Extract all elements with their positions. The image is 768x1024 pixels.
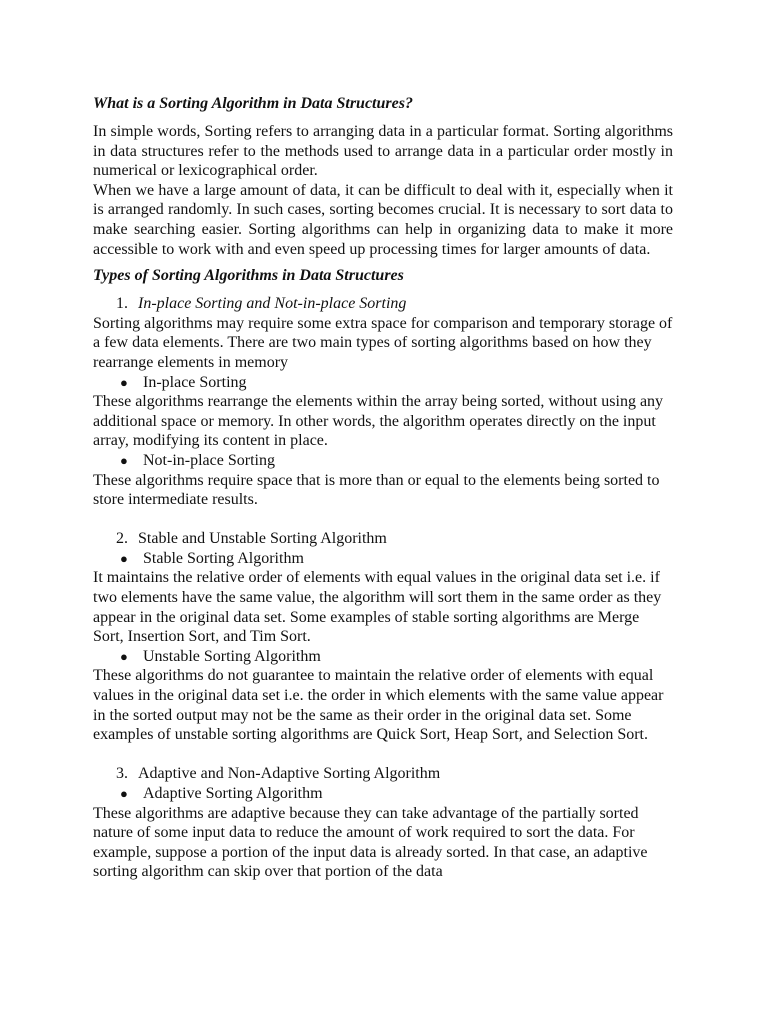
list-number: 3. <box>116 765 128 783</box>
list-item-adaptive-heading <box>93 764 673 784</box>
bullet-label: Stable Sorting Algorithm <box>143 549 304 567</box>
bullet-adaptive-sorting <box>93 784 673 804</box>
bullet-unstable-sorting <box>93 647 673 667</box>
spacer <box>93 510 673 530</box>
list-item-stable-heading <box>93 529 673 549</box>
bullet-label: Unstable Sorting Algorithm <box>143 647 321 665</box>
adaptive-sorting-paragraph: These algorithms are adaptive because they can take advantage of the partially sorted nature of some input data to reduce the amount of work required to sort the data. For example, suppose a portion of the input data is already sorted. In that case, an adaptive sorting algorithm can skip over that portion of the data <box>93 804 648 881</box>
intro-paragraph-1: In simple words, Sorting refers to arranging data in a particular format. Sorting algorithms in data structures refer to the methods used to arrange data in a particular order mostly in numerical or lexicographical order. <box>93 123 673 180</box>
list-item-title: In-place Sorting and Not-in-place Sorting <box>138 295 407 313</box>
stable-sorting-paragraph: It maintains the relative order of elements with equal values in the original data set i.e. if two elements have the same value, the algorithm will sort them in the same order as they appear in the original data set. Some examples of stable sorting algorithms are Merge Sort, Insertion Sort, and Tim Sort. <box>93 569 662 646</box>
bullet-icon: ● <box>120 648 128 664</box>
page-title: What is a Sorting Algorithm in Data Structures? <box>93 95 413 112</box>
spacer <box>93 745 673 765</box>
section-heading-types: Types of Sorting Algorithms in Data Structures <box>93 267 404 285</box>
list-item-title: Adaptive and Non-Adaptive Sorting Algorithm <box>138 765 441 783</box>
bullet-inplace-sorting <box>93 373 673 393</box>
unstable-sorting-paragraph: These algorithms do not guarantee to maintain the relative order of elements with equal values in the original data set i.e. the order in which elements with the same value appear in the sorted output may not be the same as their order in the original data set. Some examples of unstable sorting algorithms are Quick Sort, Heap Sort, and Selection Sort. <box>93 667 664 744</box>
intro-paragraph-2: When we have a large amount of data, it can be difficult to deal with it, especially when it is arranged randomly. In such cases, sorting becomes crucial. It is necessary to sort data to make searching easier. Sorting algorithms can help in organizing data to make it more accessible to work with and even speed up processing times for larger amounts of data. <box>93 181 673 258</box>
list-number: 1. <box>116 295 128 313</box>
not-inplace-sorting-paragraph: These algorithms require space that is more than or equal to the elements being sorted to store intermediate results. <box>93 471 660 509</box>
bullet-label: Adaptive Sorting Algorithm <box>143 785 323 802</box>
bullet-label: Not-in-place Sorting <box>143 451 275 469</box>
bullet-label: In-place Sorting <box>143 373 247 391</box>
bullet-icon: ● <box>120 550 128 566</box>
bullet-icon: ● <box>120 452 128 468</box>
inplace-sorting-paragraph: These algorithms rearrange the elements within the array being sorted, without using any additional space or memory. In other words, the algorithm operates directly on the input array, modifying its content in place. <box>93 393 664 450</box>
list-item-title: Stable and Unstable Sorting Algorithm <box>138 530 387 548</box>
bullet-stable-sorting <box>93 549 673 569</box>
bullet-icon: ● <box>120 374 128 390</box>
inplace-intro-paragraph: Sorting algorithms may require some extra space for comparison and temporary storage of a few data elements. There are two main types of sorting algorithms based on how they rearrange elements in memory <box>93 314 673 371</box>
list-item-inplace-heading <box>93 294 673 314</box>
bullet-icon: ● <box>120 786 128 801</box>
bullet-not-inplace-sorting <box>93 451 673 471</box>
list-number: 2. <box>116 530 128 548</box>
